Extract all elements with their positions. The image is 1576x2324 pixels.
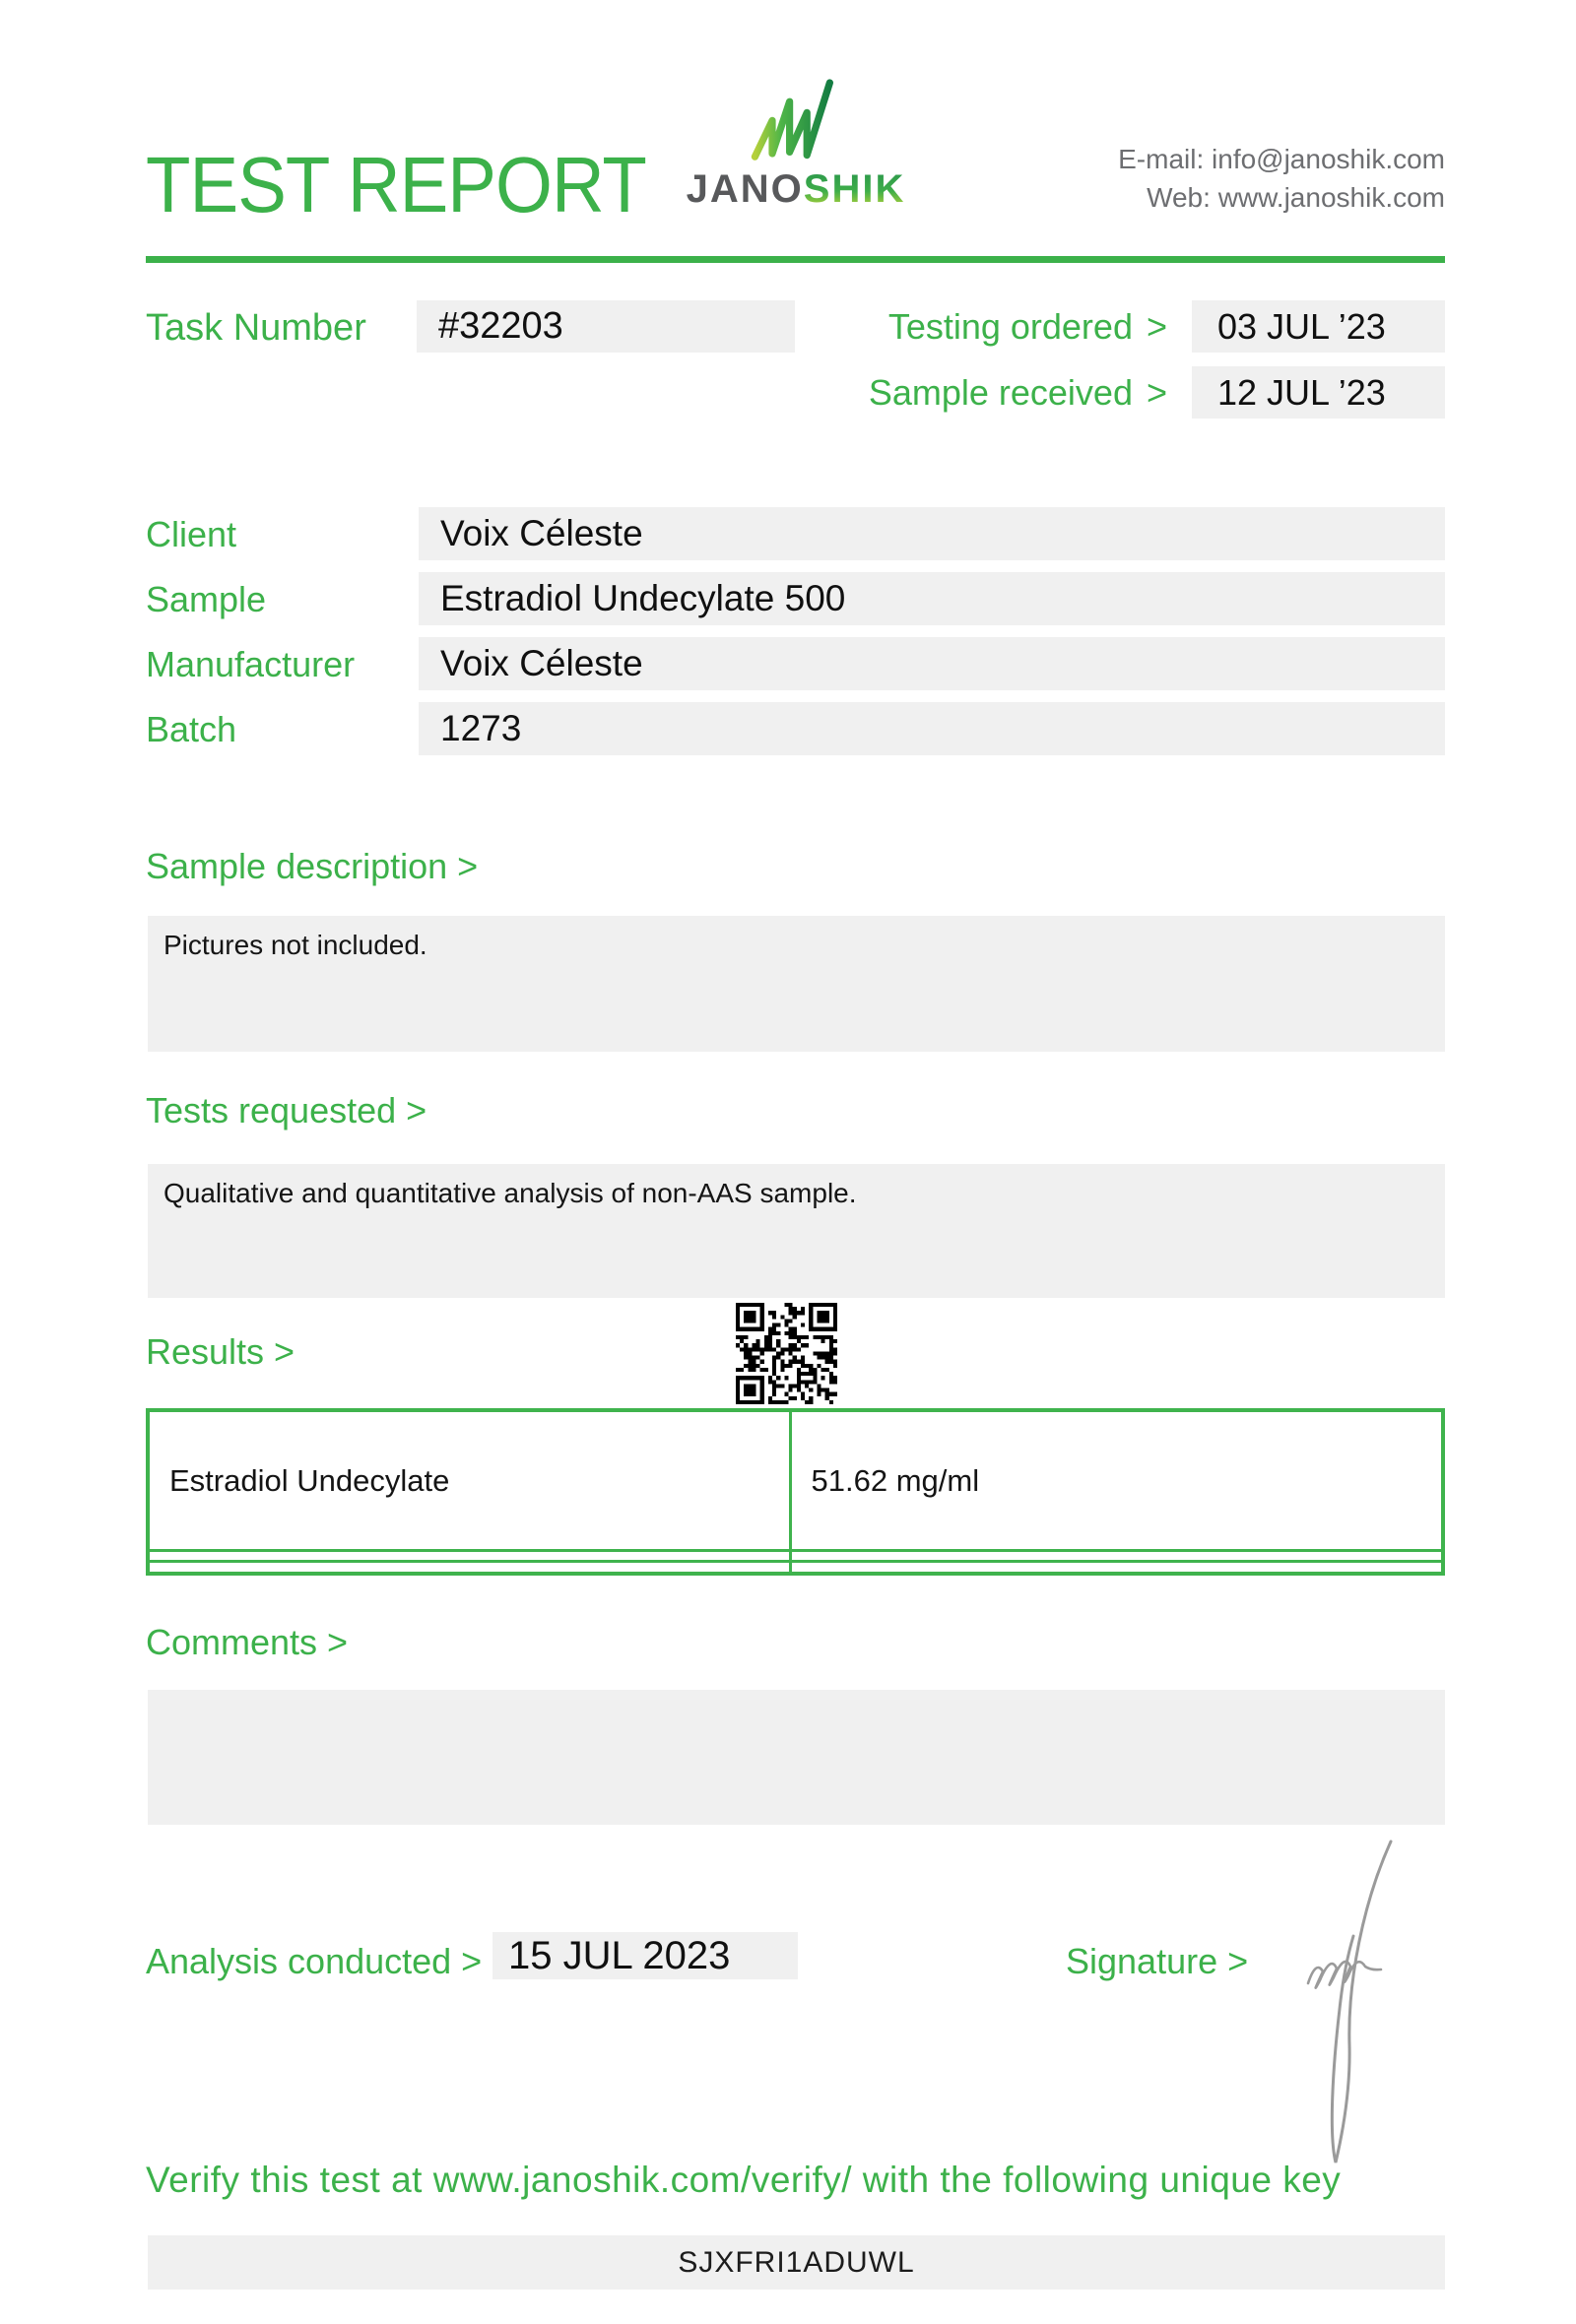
analysis-date-value: 15 JUL 2023	[492, 1932, 798, 1979]
contact-block	[1118, 140, 1445, 217]
testing-ordered-label: Testing ordered >	[887, 306, 1167, 347]
logo-shik-text: SHIK	[803, 167, 906, 211]
result-analyte-cell	[148, 1561, 790, 1574]
result-analyte-cell	[148, 1551, 790, 1562]
client-label: Client	[146, 514, 237, 554]
sample-description-text: Pictures not included.	[164, 930, 427, 960]
client-value: Voix Céleste	[419, 507, 1445, 560]
contact-email: E-mail: info@janoshik.com	[1118, 144, 1445, 174]
contact-web: Web: www.janoshik.com	[1147, 182, 1445, 213]
growth-chart-icon	[676, 75, 916, 161]
tests-requested-text: Qualitative and quantitative analysis of non-AAS sample.	[164, 1178, 857, 1208]
result-value-cell	[790, 1561, 1443, 1574]
results-table	[146, 1408, 1445, 1576]
batch-value: 1273	[419, 702, 1445, 755]
sample-description-box	[148, 916, 1445, 1052]
table-row	[148, 1410, 1443, 1551]
sample-description-heading: Sample description >	[146, 846, 479, 886]
table-row	[148, 1561, 1443, 1574]
manufacturer-label: Manufacturer	[146, 644, 356, 684]
sample-label: Sample	[146, 579, 267, 619]
analysis-conducted-label: Analysis conducted >	[146, 1941, 483, 1981]
results-heading: Results >	[146, 1331, 296, 1372]
result-analyte-cell: Estradiol Undecylate	[148, 1410, 790, 1551]
tests-requested-box	[148, 1164, 1445, 1298]
comments-box	[148, 1690, 1445, 1825]
result-value-cell: 51.62 mg/ml	[790, 1410, 1443, 1551]
comments-heading: Comments >	[146, 1622, 349, 1662]
janoshik-logo	[676, 75, 916, 209]
result-value-cell	[790, 1551, 1443, 1562]
sample-received-value: 12 JUL ’23	[1192, 366, 1445, 419]
handwritten-signature	[1243, 1834, 1436, 2200]
sample-received-label: Sample received >	[868, 372, 1167, 413]
comments-text	[148, 1690, 1445, 1703]
batch-label: Batch	[146, 709, 237, 749]
task-number-label: Task Number	[146, 307, 366, 349]
manufacturer-value: Voix Céleste	[419, 637, 1445, 690]
signature-label: Signature >	[1066, 1941, 1249, 1981]
tests-requested-heading: Tests requested >	[146, 1090, 427, 1130]
testing-ordered-value: 03 JUL ’23	[1192, 300, 1445, 353]
page-title: TEST REPORT	[146, 141, 646, 228]
verify-instruction: Verify this test at www.janoshik.com/verify/ with the following unique key	[146, 2160, 1342, 2200]
arrow-glyph: >	[1146, 372, 1167, 413]
sample-value: Estradiol Undecylate 500	[419, 572, 1445, 625]
arrow-glyph: >	[1146, 306, 1167, 347]
logo-wordmark	[676, 169, 916, 209]
logo-jano-text: JANO	[686, 167, 804, 211]
qr-code-icon	[736, 1303, 837, 1404]
task-number-value: #32203	[417, 300, 795, 353]
table-row	[148, 1551, 1443, 1562]
header-divider	[146, 256, 1445, 263]
verify-key-value: SJXFRI1ADUWL	[148, 2235, 1445, 2290]
